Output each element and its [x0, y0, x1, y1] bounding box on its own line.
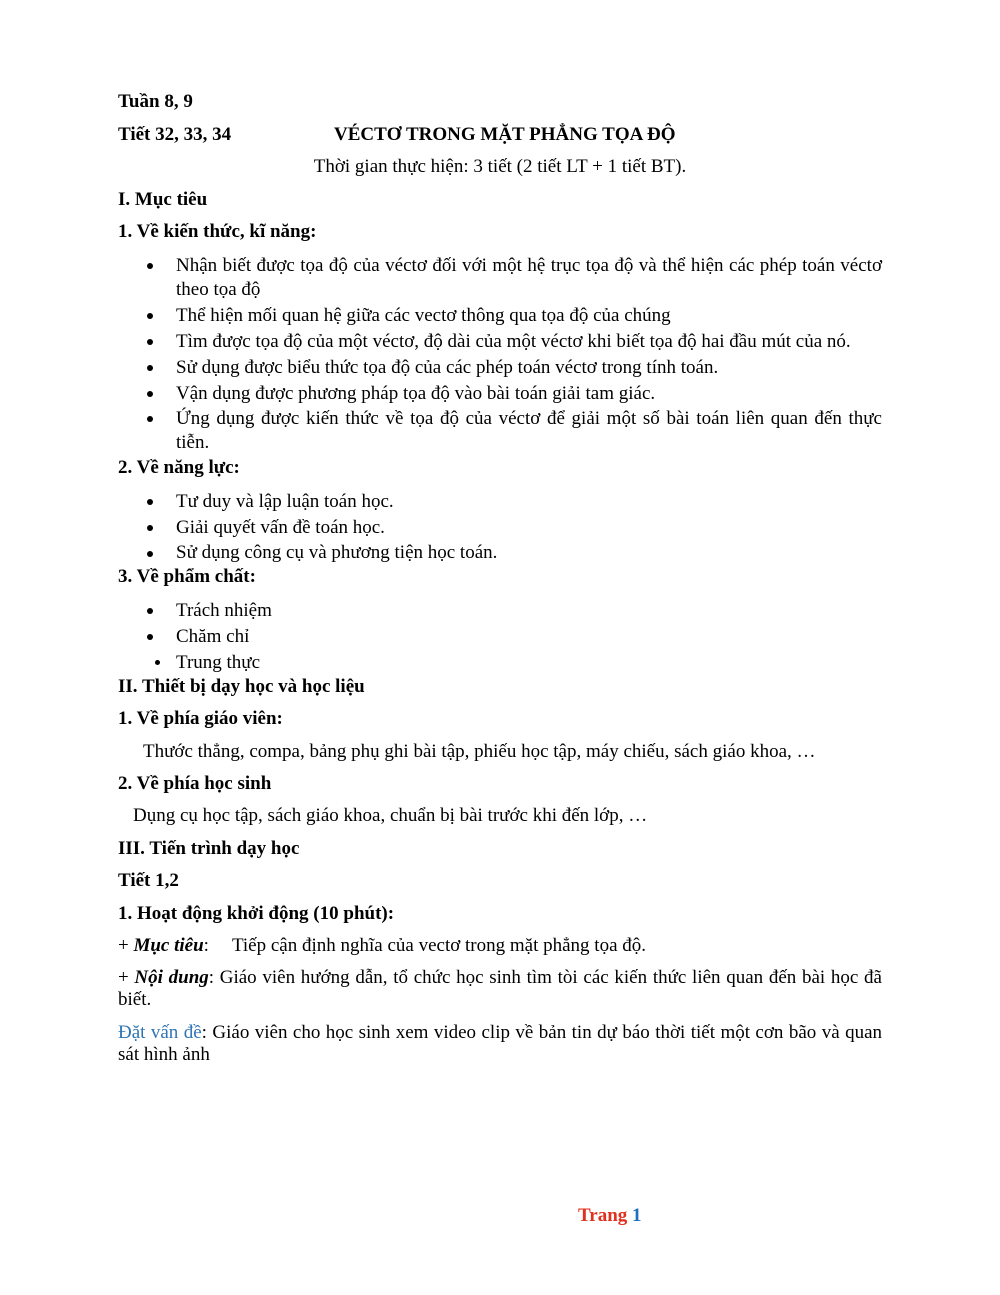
page-label: Trang [578, 1205, 628, 1226]
list-item: Nhận biết được tọa độ của véctơ đối với một hệ trục tọa độ và thể hiện các phép toán véctơ theo tọa độ [176, 255, 882, 300]
subheading-competence: 2. Về năng lực: [118, 457, 240, 478]
page-number: 1 [632, 1205, 642, 1226]
problem-text: : Giáo viên cho học sinh xem video clip về bản tin dự báo thời tiết một cơn bão và quan sát hình ảnh [118, 1022, 882, 1065]
bullet-icon [147, 608, 153, 614]
content-label: Nội dung [134, 967, 209, 988]
bullet-icon [147, 391, 153, 397]
list-item: Vận dụng được phương pháp tọa độ vào bài toán giải tam giác. [176, 383, 656, 404]
bullet-icon [147, 365, 153, 371]
bullet-icon [147, 339, 153, 345]
subheading-teacher: 1. Về phía giáo viên: [118, 708, 283, 729]
list-item: Tìm được tọa độ của một véctơ, độ dài của một véctơ khi biết tọa độ hai đầu mút của nó. [176, 331, 851, 352]
objective-text: Tiếp cận định nghĩa của vectơ trong mặt phẳng tọa độ. [231, 935, 647, 956]
subheading-student: 2. Về phía học sinh [118, 773, 272, 794]
activity-heading: 1. Hoạt động khởi động (10 phút): [118, 903, 395, 924]
list-item: Trung thực [176, 652, 261, 673]
list-item: Sử dụng công cụ và phương tiện học toán. [176, 542, 498, 563]
objective-line: + Mục tiêu: Tiếp cận định nghĩa của vectơ trong mặt phẳng tọa độ. [118, 935, 647, 956]
bullet-icon [147, 634, 153, 640]
bullet-icon [155, 660, 160, 665]
subheading-knowledge: 1. Về kiến thức, kĩ năng: [118, 221, 317, 242]
bullet-icon [147, 499, 153, 505]
list-item: Trách nhiệm [176, 600, 272, 621]
duration-text: Thời gian thực hiện: 3 tiết (2 tiết LT + 1 tiết BT). [313, 156, 687, 177]
section-heading-equipment: II. Thiết bị dạy học và học liệu [118, 676, 365, 697]
list-item: Tư duy và lập luận toán học. [176, 491, 394, 512]
section-heading-objectives: I. Mục tiêu [118, 189, 208, 210]
objective-label: Mục tiêu [133, 935, 204, 956]
periods-label: Tiết 32, 33, 34 [118, 124, 232, 145]
teacher-equipment-text: Thước thẳng, compa, bảng phụ ghi bài tập, phiếu học tập, máy chiếu, sách giáo khoa, … [143, 741, 816, 762]
section-heading-process: III. Tiến trình dạy học [118, 838, 300, 859]
bullet-icon [147, 313, 153, 319]
content-text: : Giáo viên hướng dẫn, tổ chức học sinh tìm tòi các kiến thức liên quan đến bài học đã biết. [118, 967, 882, 1010]
week-label: Tuần 8, 9 [118, 91, 193, 112]
bullet-icon [147, 416, 153, 422]
student-equipment-text: Dụng cụ học tập, sách giáo khoa, chuẩn bị bài trước khi đến lớp, … [133, 805, 648, 826]
bullet-icon [147, 551, 153, 557]
document-title: VÉCTƠ TRONG MẶT PHẲNG TỌA ĐỘ [334, 124, 676, 145]
page-footer [578, 1205, 642, 1227]
bullet-icon [147, 263, 153, 269]
list-item: Ứng dụng được kiến thức về tọa độ của véctơ để giải một số bài toán liên quan đến thực tiễn. [176, 408, 882, 453]
list-item: Giải quyết vấn đề toán học. [176, 517, 385, 538]
problem-label: Đặt vấn đề [118, 1022, 202, 1043]
problem-paragraph [118, 1022, 882, 1066]
list-item: Thể hiện mối quan hệ giữa các vectơ thông qua tọa độ của chúng [176, 305, 671, 326]
list-item: Sử dụng được biểu thức tọa độ của các phép toán véctơ trong tính toán. [176, 357, 719, 378]
bullet-icon [147, 525, 153, 531]
subheading-quality: 3. Về phẩm chất: [118, 566, 256, 587]
content-paragraph: + Nội dung: Giáo viên hướng dẫn, tổ chức học sinh tìm tòi các kiến thức liên quan đến bài học đã biết. [118, 967, 882, 1010]
period-label: Tiết 1,2 [118, 870, 179, 891]
list-item: Chăm chỉ [176, 626, 250, 647]
